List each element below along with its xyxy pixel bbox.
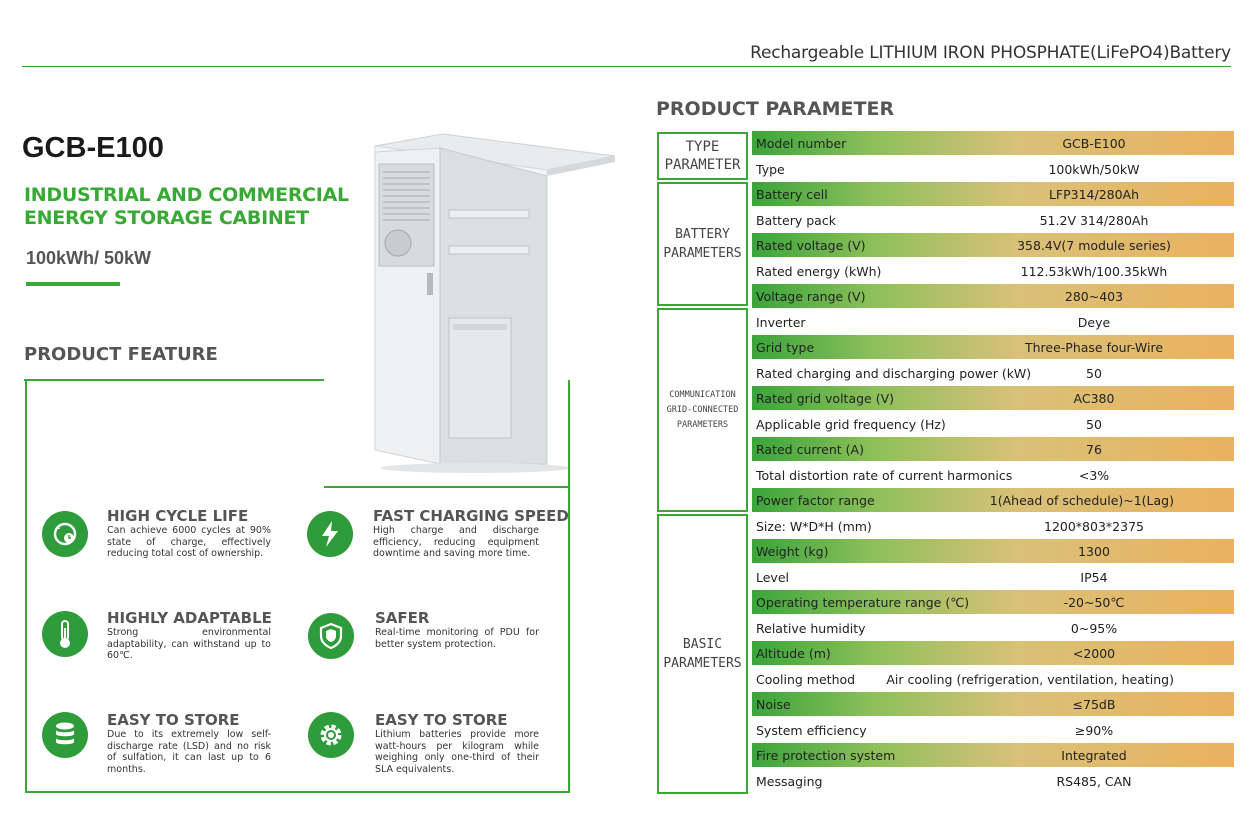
product-subtitle-line1: INDUSTRIAL AND COMMERCIAL bbox=[24, 184, 349, 206]
feature-desc: Strong environmental adaptability, can withstand up to 60℃. bbox=[107, 627, 271, 661]
parameter-row bbox=[752, 233, 1234, 257]
parameter-key: Applicable grid frequency (Hz) bbox=[756, 416, 946, 432]
feature-title: SAFER bbox=[375, 609, 430, 627]
parameter-value: 112.53kWh/100.35kWh bbox=[1020, 263, 1168, 279]
parameter-key: Altitude (m) bbox=[756, 645, 831, 661]
parameter-key: Messaging bbox=[756, 773, 823, 789]
parameter-value: AC380 bbox=[1073, 390, 1115, 406]
parameter-value: 1200*803*2375 bbox=[1044, 518, 1144, 534]
parameter-key: Weight (kg) bbox=[756, 543, 829, 559]
parameter-key: Rated grid voltage (V) bbox=[756, 390, 895, 406]
parameter-key: Power factor range bbox=[756, 492, 875, 508]
feature-desc: High charge and discharge efficiency, reducing equipment downtime and saving more time. bbox=[373, 525, 539, 559]
parameter-row bbox=[752, 667, 1234, 691]
parameter-row bbox=[752, 743, 1234, 767]
parameter-row bbox=[752, 412, 1234, 436]
group-label: BATTERY bbox=[675, 227, 730, 242]
parameter-value: Deye bbox=[1077, 314, 1111, 330]
parameter-row bbox=[752, 590, 1234, 614]
parameter-key: Battery pack bbox=[756, 212, 836, 228]
accent-bar bbox=[26, 282, 120, 286]
gear-icon bbox=[308, 712, 354, 758]
parameter-row bbox=[752, 157, 1234, 181]
parameter-key: Rated energy (kWh) bbox=[756, 263, 882, 279]
parameter-value: IP54 bbox=[1080, 569, 1108, 585]
feature-desc: Due to its extremely low self-discharge rate (LSD) and no risk of sulfation, it can last up to 6 months. bbox=[107, 729, 271, 775]
parameter-key: Type bbox=[756, 161, 785, 177]
parameter-row bbox=[752, 769, 1234, 793]
parameter-value: 358.4V(7 module series) bbox=[1017, 237, 1171, 253]
lightning-icon bbox=[307, 511, 353, 557]
group-label: BASIC bbox=[682, 637, 723, 652]
parameter-row bbox=[752, 463, 1234, 487]
header-divider bbox=[22, 66, 1231, 67]
shield-icon bbox=[308, 613, 354, 659]
group-battery-parameters bbox=[657, 182, 748, 306]
group-label: PARAMETERS bbox=[663, 656, 742, 671]
group-type-parameter bbox=[657, 132, 748, 180]
parameter-row bbox=[752, 361, 1234, 385]
feature-title: FAST CHARGING SPEED bbox=[373, 507, 569, 525]
feature-title: EASY TO STORE bbox=[375, 711, 508, 729]
feature-title: HIGH CYCLE LIFE bbox=[107, 507, 249, 525]
feature-title: EASY TO STORE bbox=[107, 711, 240, 729]
group-communication-parameters bbox=[657, 308, 748, 512]
parameter-key: Rated charging and discharging power (kW) bbox=[756, 365, 1032, 381]
parameter-row bbox=[752, 718, 1234, 742]
feature-item bbox=[107, 711, 271, 775]
parameter-row bbox=[752, 692, 1234, 716]
parameter-value: 50 bbox=[1086, 365, 1102, 381]
parameter-key: Level bbox=[756, 569, 789, 585]
parameter-row bbox=[752, 616, 1234, 640]
parameter-row bbox=[752, 310, 1234, 334]
parameter-value: <3% bbox=[1078, 467, 1110, 483]
parameter-key: Size: W*D*H (mm) bbox=[756, 518, 872, 534]
parameter-value: GCB-E100 bbox=[1062, 135, 1126, 151]
parameter-key: Model number bbox=[756, 135, 847, 151]
parameter-row bbox=[752, 514, 1234, 538]
parameter-value: RS485, CAN bbox=[1056, 773, 1132, 789]
parameter-value: 280~403 bbox=[1064, 288, 1124, 304]
page-header-title: Rechargeable LITHIUM IRON PHOSPHATE(LiFePO4)Battery bbox=[750, 43, 1231, 63]
parameter-row bbox=[752, 208, 1234, 232]
parameter-value: -20~50℃ bbox=[1063, 594, 1125, 610]
parameter-key: Total distortion rate of current harmonics bbox=[756, 467, 1013, 483]
parameter-key: Inverter bbox=[756, 314, 806, 330]
parameter-value: Air cooling (refrigeration, ventilation, heating) bbox=[886, 671, 1174, 687]
parameter-value: 51.2V 314/280Ah bbox=[1039, 212, 1149, 228]
group-label: TYPE bbox=[685, 139, 720, 155]
product-power: 100kWh/ 50kW bbox=[26, 248, 152, 268]
parameter-value: 76 bbox=[1086, 441, 1102, 457]
parameter-key: Relative humidity bbox=[756, 620, 866, 636]
parameter-key: Grid type bbox=[756, 339, 815, 355]
parameter-row bbox=[752, 259, 1234, 283]
feature-title: HIGHLY ADAPTABLE bbox=[107, 609, 272, 627]
parameter-section-title: PRODUCT PARAMETER bbox=[656, 98, 895, 120]
thermometer-icon bbox=[42, 611, 88, 657]
parameter-value: Three-Phase four-Wire bbox=[1024, 339, 1164, 355]
cycle-icon bbox=[42, 511, 88, 557]
group-label: PARAMETERS bbox=[676, 419, 729, 430]
feature-item bbox=[375, 609, 539, 650]
group-label: COMMUNICATION bbox=[669, 389, 736, 400]
parameter-value: Integrated bbox=[1061, 747, 1127, 763]
parameter-key: System efficiency bbox=[756, 722, 867, 738]
feature-item bbox=[373, 507, 569, 560]
parameter-key: Cooling method bbox=[756, 671, 856, 687]
parameter-key: Battery cell bbox=[756, 186, 828, 202]
parameter-key: Voltage range (V) bbox=[756, 288, 866, 304]
parameter-row bbox=[752, 182, 1234, 206]
feature-desc: Lithium batteries provide more watt-hours per kilogram while weighing only one-third of their SLA equivalents. bbox=[375, 729, 539, 775]
parameter-value: ≥90% bbox=[1074, 722, 1114, 738]
parameter-row bbox=[752, 335, 1234, 359]
parameter-key: Fire protection system bbox=[756, 747, 896, 763]
parameter-value: 1(Ahead of schedule)~1(Lag) bbox=[989, 492, 1174, 508]
feature-section-title: PRODUCT FEATURE bbox=[24, 344, 218, 365]
parameter-value: 100kWh/50kW bbox=[1048, 161, 1140, 177]
product-subtitle bbox=[24, 184, 349, 230]
parameter-row bbox=[752, 641, 1234, 665]
feature-item bbox=[107, 609, 271, 662]
parameter-row bbox=[752, 131, 1234, 155]
feature-item bbox=[107, 507, 271, 560]
parameter-row bbox=[752, 488, 1234, 512]
parameter-row bbox=[752, 565, 1234, 589]
parameter-value: 1300 bbox=[1078, 543, 1110, 559]
parameter-row bbox=[752, 284, 1234, 308]
feature-desc: Real-time monitoring of PDU for better system protection. bbox=[375, 627, 539, 650]
product-subtitle-line2: ENERGY STORAGE CABINET bbox=[24, 207, 309, 229]
parameter-row bbox=[752, 539, 1234, 563]
parameter-row bbox=[752, 437, 1234, 461]
group-label: GRID-CONNECTED bbox=[666, 404, 739, 415]
parameter-key: Noise bbox=[756, 696, 791, 712]
parameter-value: LFP314/280Ah bbox=[1048, 186, 1140, 202]
group-label: PARAMETERS bbox=[663, 246, 742, 261]
feature-desc: Can achieve 6000 cycles at 90% state of charge, effectively reducing total cost of ownership. bbox=[107, 525, 271, 559]
product-model: GCB-E100 bbox=[22, 132, 164, 164]
parameter-value: ≤75dB bbox=[1072, 696, 1116, 712]
feature-item bbox=[375, 711, 539, 775]
database-icon bbox=[42, 712, 88, 758]
parameter-value: 0~95% bbox=[1070, 620, 1118, 636]
parameter-key: Rated current (A) bbox=[756, 441, 864, 457]
parameter-value: 50 bbox=[1086, 416, 1102, 432]
group-label: PARAMETER bbox=[664, 157, 741, 173]
group-basic-parameters bbox=[657, 514, 748, 794]
feature-box-top-edge bbox=[324, 486, 570, 488]
parameter-row bbox=[752, 386, 1234, 410]
parameter-value: <2000 bbox=[1072, 645, 1116, 661]
parameter-key: Operating temperature range (℃) bbox=[756, 594, 970, 610]
parameter-key: Rated voltage (V) bbox=[756, 237, 866, 253]
